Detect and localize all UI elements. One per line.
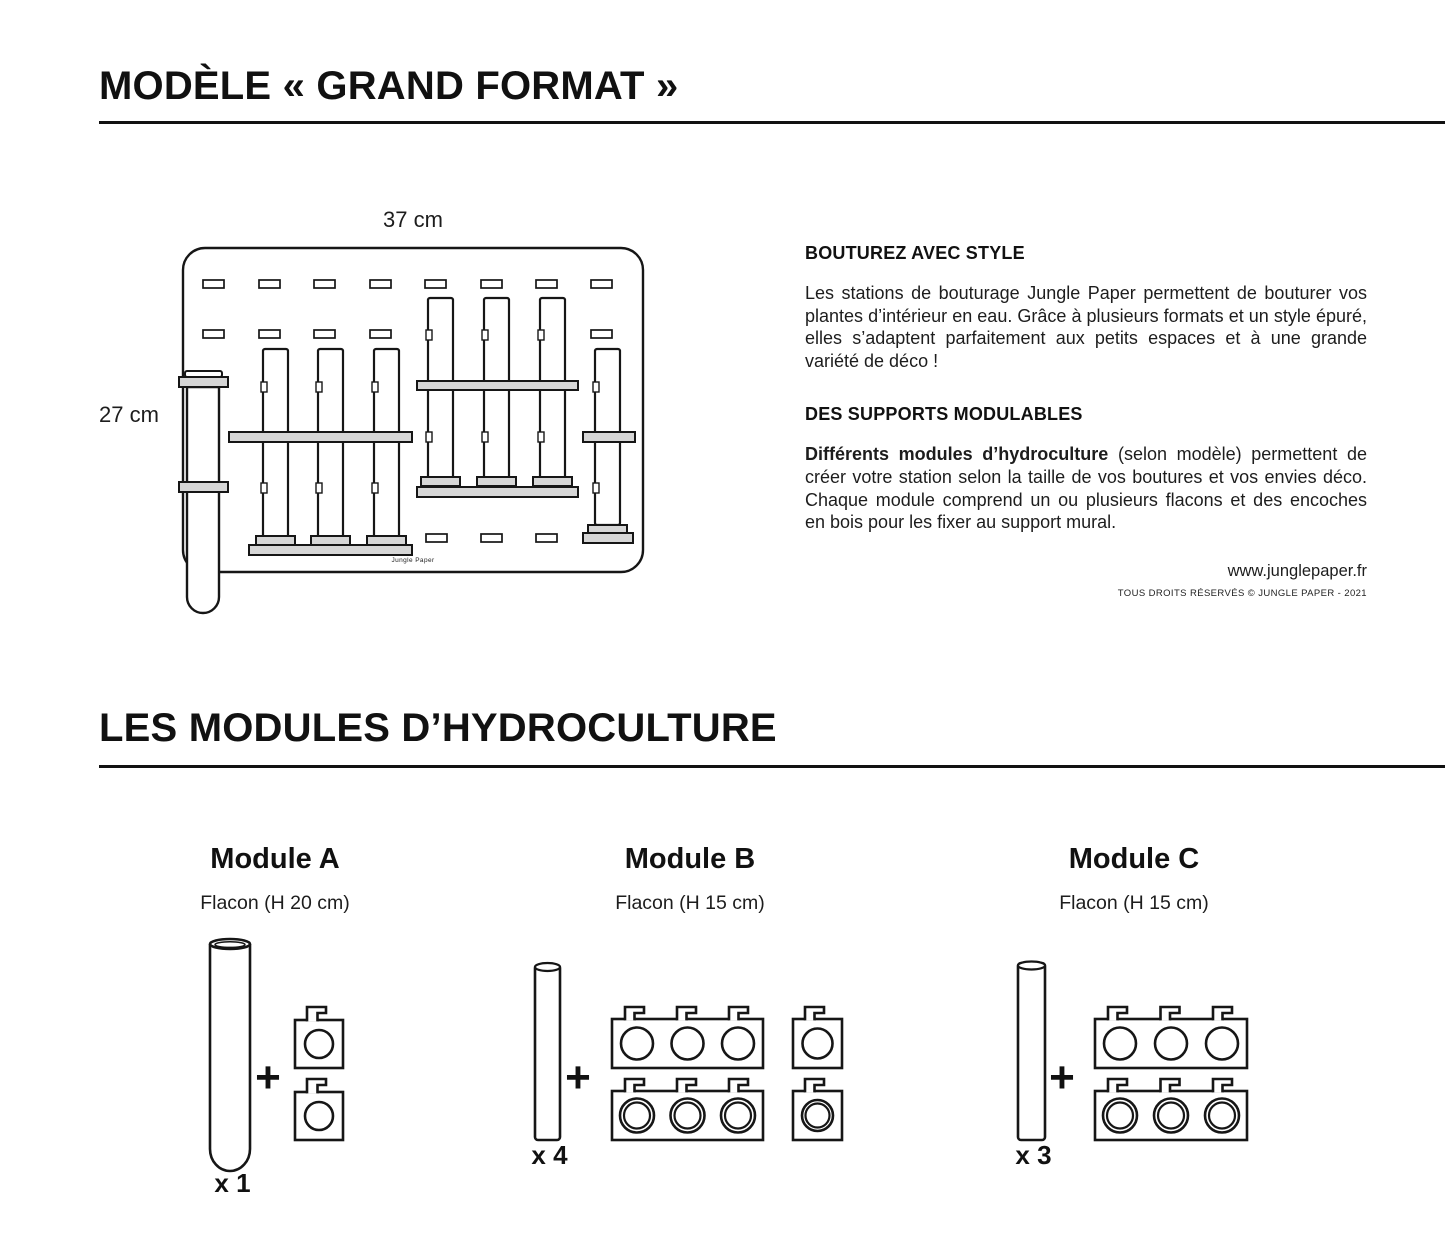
- triple-holder-top: [1095, 1007, 1247, 1068]
- info-heading-1: BOUTUREZ AVEC STYLE: [805, 243, 1025, 263]
- triple-holder-bottom: [612, 1079, 763, 1140]
- module-a-count: x 1: [214, 1168, 251, 1198]
- section-title: LES MODULES D’HYDROCULTURE: [99, 706, 777, 750]
- flask-tube: [1018, 963, 1045, 1140]
- single-holder: [295, 1007, 343, 1068]
- module-b-subtitle: Flacon (H 15 cm): [615, 892, 765, 914]
- module-b-count: x 4: [531, 1140, 568, 1170]
- section-rule: [99, 765, 1445, 768]
- wood-base: [249, 545, 412, 555]
- module-c-plus-sign: +: [1049, 1053, 1075, 1102]
- module-a-plus-sign: +: [255, 1053, 281, 1102]
- module-c-title: Module C: [1068, 843, 1200, 875]
- wood-rail: [229, 432, 412, 442]
- width-dimension-label: 37 cm: [383, 207, 443, 232]
- info-paragraph-2-body: (selon modèle) permettent de créer votre station selon la taille de vos boutures et vos envies déco. Chaque module comprend un ou plusieurs flacons et des encoches en bois pour les fixer au support mural.: [805, 444, 1367, 533]
- single-holder-bottom: [793, 1079, 842, 1140]
- info-column: [805, 243, 1367, 599]
- board-outline: [183, 248, 643, 572]
- title-rule: [99, 121, 1445, 124]
- module-a-title: Module A: [210, 843, 340, 875]
- single-holder-top: [793, 1007, 842, 1068]
- wood-base: [583, 533, 633, 543]
- height-dimension-label: 27 cm: [99, 402, 159, 427]
- info-paragraph-2: [805, 443, 1367, 533]
- flask-group-tall: [417, 298, 578, 497]
- info-paragraph-1: Les stations de bouturage Jungle Paper permettent de bouturer vos plantes d’intérieur en eau. Grâce à plusieurs formats et un style épuré, elles s’adaptent parfaitement aux petits espaces et à une grande variété de déco !: [805, 283, 1367, 371]
- module-c-subtitle: Flacon (H 15 cm): [1059, 892, 1209, 914]
- website-url: www.junglepaper.fr: [1227, 561, 1367, 580]
- copyright-notice: TOUS DROITS RÉSERVÉS © JUNGLE PAPER - 2021: [1117, 587, 1367, 599]
- slot-row-bottom: [426, 534, 557, 542]
- wood-rail: [583, 432, 635, 442]
- test-tube: [210, 944, 250, 1171]
- info-heading-2: DES SUPPORTS MODULABLES: [805, 404, 1083, 425]
- page-title: MODÈLE « GRAND FORMAT »: [99, 64, 679, 108]
- wood-collar: [179, 482, 228, 492]
- module-b-plus-sign: +: [565, 1053, 591, 1102]
- wood-collar: [179, 377, 228, 387]
- flask-tube: [535, 965, 560, 1140]
- propagation-board-diagram: [90, 195, 670, 645]
- triple-holder-top: [612, 1007, 763, 1068]
- wood-base: [417, 487, 578, 497]
- module-c-count: x 3: [1015, 1140, 1052, 1170]
- module-b-title: Module B: [624, 843, 756, 875]
- module-a-subtitle: Flacon (H 20 cm): [200, 892, 350, 914]
- single-holder: [295, 1079, 343, 1140]
- triple-holder-bottom: [1095, 1079, 1247, 1140]
- wood-rail: [417, 381, 578, 390]
- brand-mark: Jungle Paper: [391, 557, 435, 564]
- info-paragraph-2-lead: Différents modules d’hydroculture: [805, 444, 1109, 465]
